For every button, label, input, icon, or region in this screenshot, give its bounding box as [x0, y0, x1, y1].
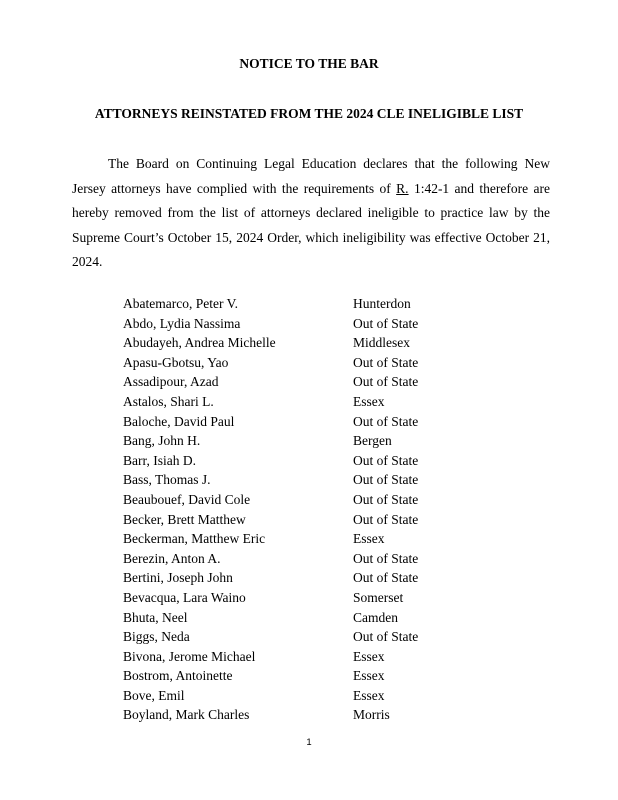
attorney-county: Out of State	[353, 354, 419, 370]
attorney-county: Essex	[353, 687, 385, 703]
notice-title: NOTICE TO THE BAR	[239, 56, 379, 71]
attorney-name: Abudayeh, Andrea Michelle	[123, 335, 276, 351]
attorney-county: Out of State	[353, 491, 419, 507]
attorney-county: Out of State	[353, 570, 419, 586]
attorney-name: Abdo, Lydia Nassima	[123, 315, 241, 331]
attorney-row	[123, 353, 453, 373]
attorney-name: Becker, Brett Matthew	[123, 511, 246, 527]
attorney-county: Out of State	[353, 550, 419, 566]
attorney-county: Morris	[353, 707, 390, 723]
attorney-row	[123, 314, 453, 334]
attorney-row	[123, 490, 453, 510]
attorney-row	[123, 372, 453, 392]
attorney-name: Bhuta, Neel	[123, 609, 188, 625]
attorney-row	[123, 627, 453, 647]
attorney-name: Bevacqua, Lara Waino	[123, 589, 246, 605]
attorney-list	[123, 294, 453, 725]
attorney-county: Out of State	[353, 511, 419, 527]
attorney-name: Bove, Emil	[123, 687, 185, 703]
attorney-row	[123, 608, 453, 628]
attorney-row	[123, 392, 453, 412]
attorney-county: Out of State	[353, 315, 419, 331]
attorney-row	[123, 549, 453, 569]
attorney-row	[123, 647, 453, 667]
attorney-name: Bertini, Joseph John	[123, 570, 233, 586]
attorney-name: Apasu-Gbotsu, Yao	[123, 354, 229, 370]
attorney-name: Beckerman, Matthew Eric	[123, 531, 266, 547]
attorney-county: Out of State	[353, 413, 419, 429]
attorney-name: Bang, John H.	[123, 433, 201, 449]
attorney-county: Camden	[353, 609, 398, 625]
attorney-name: Bostrom, Antoinette	[123, 668, 233, 684]
intro-text-part1: The Board on Continuing Legal Education declares that the following New Jersey attorneys have complied with the requirements of	[72, 156, 550, 196]
attorney-county: Essex	[353, 531, 385, 547]
attorney-name: Barr, Isiah D.	[123, 452, 196, 468]
attorney-county: Hunterdon	[353, 296, 411, 311]
attorney-county: Bergen	[353, 433, 392, 449]
list-title: ATTORNEYS REINSTATED FROM THE 2024 CLE INELIGIBLE LIST	[94, 106, 524, 121]
attorney-county: Somerset	[353, 589, 404, 605]
attorney-name: Abatemarco, Peter V.	[123, 296, 238, 311]
attorney-row	[123, 412, 453, 432]
attorney-name: Biggs, Neda	[123, 629, 190, 645]
attorney-county: Out of State	[353, 472, 419, 488]
attorney-name: Berezin, Anton A.	[123, 550, 221, 566]
attorney-name: Astalos, Shari L.	[123, 393, 214, 409]
attorney-row	[123, 333, 453, 353]
attorney-county: Out of State	[353, 452, 419, 468]
intro-text-part2: 1:42-1 and therefore are hereby removed from the list of attorneys declared ineligible to practice law by the Supreme Court’s October 15, 2024 Order, which ineligibility was effective October 21, 2024.	[72, 180, 550, 269]
attorney-county: Middlesex	[353, 335, 410, 351]
page-number: 1	[306, 737, 312, 748]
attorney-county: Essex	[353, 648, 385, 664]
attorney-county: Out of State	[353, 374, 419, 390]
attorney-row	[123, 451, 453, 471]
attorney-name: Assadipour, Azad	[123, 374, 219, 390]
attorney-row	[123, 666, 453, 686]
attorney-name: Bivona, Jerome Michael	[123, 648, 256, 664]
attorney-row	[123, 686, 453, 706]
attorney-county: Essex	[353, 393, 385, 409]
attorney-row	[123, 470, 453, 490]
attorney-name: Beaubouef, David Cole	[123, 491, 251, 507]
attorney-name: Baloche, David Paul	[123, 413, 235, 429]
attorney-county: Essex	[353, 668, 385, 684]
attorney-row	[123, 510, 453, 530]
attorney-row	[123, 294, 453, 314]
attorney-name: Boyland, Mark Charles	[123, 707, 250, 723]
attorney-row	[123, 431, 453, 451]
attorney-row	[123, 705, 453, 725]
attorney-row	[123, 568, 453, 588]
attorney-name: Bass, Thomas J.	[123, 472, 211, 488]
attorney-row	[123, 588, 453, 608]
attorney-row	[123, 529, 453, 549]
attorney-county: Out of State	[353, 629, 419, 645]
rule-reference: R.	[396, 180, 409, 196]
intro-paragraph	[72, 152, 550, 275]
